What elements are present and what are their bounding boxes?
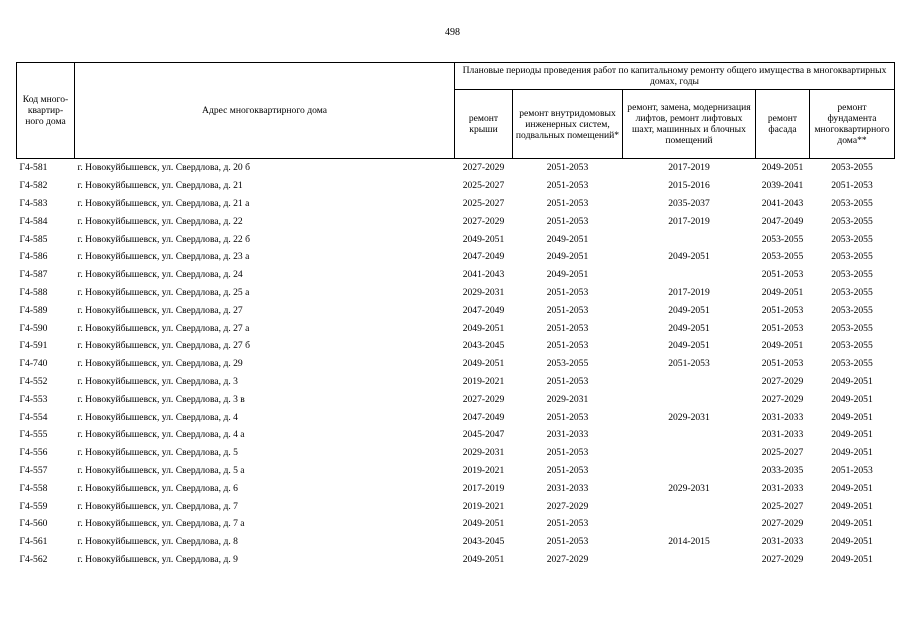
- cell-foundation: 2053-2055: [831, 358, 873, 370]
- cell-lifts: 2029-2031: [668, 482, 710, 494]
- cell-foundation: 2049-2051: [831, 518, 873, 530]
- table-row: [17, 284, 895, 302]
- cell-foundation: 2053-2055: [831, 304, 873, 316]
- header-periods-group: Плановые периоды проведения работ по капитальному ремонту общего имущества в многоквартирных домах, годы: [455, 63, 895, 90]
- capital-repair-table: [16, 62, 895, 568]
- header-foundation: ремонт фундамента многоквартирного дома**: [810, 90, 895, 159]
- cell-roof: 2041-2043: [462, 269, 505, 281]
- cell-systems: 2049-2051: [546, 233, 589, 245]
- cell-address: г. Новокуйбышевск, ул. Свердлова, д. 5: [77, 447, 238, 459]
- cell-lifts: 2017-2019: [668, 162, 710, 174]
- table-row: [17, 408, 895, 426]
- cell-lifts: 2029-2031: [668, 411, 710, 423]
- cell-foundation: 2049-2051: [831, 482, 873, 494]
- table-row: [17, 159, 895, 177]
- cell-address: г. Новокуйбышевск, ул. Свердлова, д. 21: [77, 180, 243, 192]
- cell-lifts: 2017-2019: [668, 215, 710, 227]
- cell-foundation: 2053-2055: [831, 286, 873, 298]
- cell-roof: 2027-2029: [462, 162, 505, 174]
- cell-facade: 2027-2029: [761, 553, 804, 565]
- header-systems: ремонт внутридомовых инженерных систем, подвальных помещений*: [513, 90, 623, 159]
- table-row: [17, 533, 895, 551]
- cell-facade: 2041-2043: [761, 197, 804, 209]
- cell-code: Г4-554: [19, 411, 48, 423]
- cell-lifts: 2049-2051: [668, 322, 710, 334]
- cell-systems: 2053-2055: [546, 358, 589, 370]
- cell-foundation: 2049-2051: [831, 536, 873, 548]
- cell-address: г. Новокуйбышевск, ул. Свердлова, д. 20 б: [77, 162, 250, 174]
- cell-systems: 2051-2053: [546, 518, 589, 530]
- cell-systems: 2051-2053: [546, 411, 589, 423]
- cell-systems: 2031-2033: [546, 429, 589, 441]
- table-row: [17, 390, 895, 408]
- cell-code: Г4-558: [19, 482, 48, 494]
- cell-systems: 2027-2029: [546, 553, 589, 565]
- cell-facade: 2053-2055: [761, 233, 804, 245]
- cell-foundation: 2049-2051: [831, 500, 873, 512]
- cell-foundation: 2051-2053: [831, 464, 873, 476]
- cell-systems: 2049-2051: [546, 269, 589, 281]
- cell-facade: 2025-2027: [761, 500, 804, 512]
- cell-facade: 2031-2033: [761, 536, 804, 548]
- table-row: [17, 319, 895, 337]
- cell-code: Г4-740: [19, 358, 48, 370]
- table-row: [17, 301, 895, 319]
- cell-address: г. Новокуйбышевск, ул. Свердлова, д. 22 б: [77, 233, 250, 245]
- cell-lifts: 2015-2016: [668, 180, 710, 192]
- cell-roof: 2029-2031: [462, 286, 505, 298]
- cell-lifts: [623, 515, 756, 533]
- cell-facade: 2027-2029: [761, 393, 804, 405]
- cell-foundation: 2049-2051: [831, 447, 873, 459]
- cell-address: г. Новокуйбышевск, ул. Свердлова, д. 7 а: [77, 518, 245, 530]
- table-row: [17, 212, 895, 230]
- cell-facade: 2051-2053: [761, 304, 804, 316]
- table-row: [17, 230, 895, 248]
- cell-systems: 2051-2053: [546, 322, 589, 334]
- cell-facade: 2049-2051: [761, 162, 804, 174]
- cell-facade: 2049-2051: [761, 286, 804, 298]
- cell-code: Г4-586: [19, 251, 48, 263]
- cell-address: г. Новокуйбышевск, ул. Свердлова, д. 5 а: [77, 464, 245, 476]
- cell-code: Г4-559: [19, 500, 48, 512]
- cell-code: Г4-557: [19, 464, 48, 476]
- cell-facade: 2025-2027: [761, 447, 804, 459]
- cell-roof: 2047-2049: [462, 411, 505, 423]
- cell-systems: 2051-2053: [546, 162, 589, 174]
- cell-systems: 2051-2053: [546, 197, 589, 209]
- cell-roof: 2047-2049: [462, 251, 505, 263]
- table-row: [17, 497, 895, 515]
- cell-facade: 2033-2035: [761, 464, 804, 476]
- header-facade: ремонт фасада: [756, 90, 810, 159]
- cell-systems: 2051-2053: [546, 375, 589, 387]
- cell-code: Г4-583: [19, 197, 48, 209]
- header-roof: ремонт крыши: [455, 90, 513, 159]
- cell-code: Г4-584: [19, 215, 48, 227]
- cell-roof: 2027-2029: [462, 215, 505, 227]
- cell-lifts: [623, 426, 756, 444]
- cell-foundation: 2053-2055: [831, 162, 873, 174]
- cell-systems: 2051-2053: [546, 304, 589, 316]
- table-row: [17, 337, 895, 355]
- table-row: [17, 444, 895, 462]
- cell-code: Г4-562: [19, 553, 48, 565]
- cell-foundation: 2049-2051: [831, 393, 873, 405]
- cell-lifts: 2049-2051: [668, 304, 710, 316]
- header-address: Адрес многоквартирного дома: [75, 63, 455, 159]
- cell-lifts: [623, 390, 756, 408]
- cell-lifts: [623, 462, 756, 480]
- table-row: [17, 373, 895, 391]
- cell-lifts: [623, 230, 756, 248]
- cell-roof: 2047-2049: [462, 304, 505, 316]
- cell-roof: 2043-2045: [462, 340, 505, 352]
- cell-lifts: [623, 373, 756, 391]
- cell-foundation: 2053-2055: [831, 233, 873, 245]
- cell-address: г. Новокуйбышевск, ул. Свердлова, д. 4: [77, 411, 238, 423]
- cell-code: Г4-553: [19, 393, 48, 405]
- cell-facade: 2031-2033: [761, 482, 804, 494]
- cell-address: г. Новокуйбышевск, ул. Свердлова, д. 9: [77, 553, 238, 565]
- cell-code: Г4-589: [19, 304, 48, 316]
- cell-address: г. Новокуйбышевск, ул. Свердлова, д. 7: [77, 500, 238, 512]
- cell-facade: 2051-2053: [761, 322, 804, 334]
- cell-lifts: 2014-2015: [668, 536, 710, 548]
- cell-code: Г4-581: [19, 162, 48, 174]
- cell-systems: 2051-2053: [546, 464, 589, 476]
- cell-facade: 2053-2055: [761, 251, 804, 263]
- cell-roof: 2019-2021: [462, 375, 505, 387]
- cell-foundation: 2053-2055: [831, 340, 873, 352]
- table-row: [17, 248, 895, 266]
- cell-roof: 2027-2029: [462, 393, 505, 405]
- cell-systems: 2051-2053: [546, 180, 589, 192]
- cell-systems: 2051-2053: [546, 215, 589, 227]
- cell-code: Г4-556: [19, 447, 48, 459]
- cell-facade: 2031-2033: [761, 411, 804, 423]
- cell-code: Г4-587: [19, 269, 48, 281]
- cell-foundation: 2049-2051: [831, 411, 873, 423]
- cell-address: г. Новокуйбышевск, ул. Свердлова, д. 8: [77, 536, 238, 548]
- table-row: [17, 195, 895, 213]
- cell-systems: 2051-2053: [546, 447, 589, 459]
- cell-lifts: [623, 266, 756, 284]
- cell-roof: 2019-2021: [462, 464, 505, 476]
- cell-address: г. Новокуйбышевск, ул. Свердлова, д. 27 а: [77, 322, 250, 334]
- cell-code: Г4-591: [19, 340, 48, 352]
- cell-address: г. Новокуйбышевск, ул. Свердлова, д. 29: [77, 358, 243, 370]
- header-code: Код много-квартир-ного дома: [17, 63, 75, 159]
- cell-foundation: 2053-2055: [831, 215, 873, 227]
- table-row: [17, 266, 895, 284]
- table-row: [17, 551, 895, 569]
- cell-code: Г4-552: [19, 375, 48, 387]
- cell-systems: 2051-2053: [546, 536, 589, 548]
- cell-facade: 2039-2041: [761, 180, 804, 192]
- cell-code: Г4-560: [19, 518, 48, 530]
- cell-address: г. Новокуйбышевск, ул. Свердлова, д. 3 в: [77, 393, 245, 405]
- cell-address: г. Новокуйбышевск, ул. Свердлова, д. 3: [77, 375, 238, 387]
- cell-address: г. Новокуйбышевск, ул. Свердлова, д. 21 а: [77, 197, 250, 209]
- cell-systems: 2049-2051: [546, 251, 589, 263]
- cell-lifts: [623, 551, 756, 569]
- cell-foundation: 2053-2055: [831, 269, 873, 281]
- header-lifts: ремонт, замена, модернизация лифтов, ремонт лифтовых шахт, машинных и блочных помещений: [623, 90, 756, 159]
- cell-systems: 2051-2053: [546, 340, 589, 352]
- cell-systems: 2031-2033: [546, 482, 589, 494]
- cell-code: Г4-561: [19, 536, 48, 548]
- table-body: [17, 159, 895, 569]
- table-row: [17, 177, 895, 195]
- cell-foundation: 2049-2051: [831, 429, 873, 441]
- cell-address: г. Новокуйбышевск, ул. Свердлова, д. 25 а: [77, 286, 250, 298]
- table-row: [17, 462, 895, 480]
- cell-foundation: 2051-2053: [831, 180, 873, 192]
- cell-lifts: 2049-2051: [668, 251, 710, 263]
- cell-lifts: 2017-2019: [668, 286, 710, 298]
- cell-roof: 2049-2051: [462, 322, 505, 334]
- cell-roof: 2017-2019: [462, 482, 505, 494]
- cell-address: г. Новокуйбышевск, ул. Свердлова, д. 6: [77, 482, 238, 494]
- cell-address: г. Новокуйбышевск, ул. Свердлова, д. 23 а: [77, 251, 250, 263]
- cell-roof: 2043-2045: [462, 536, 505, 548]
- cell-lifts: [623, 497, 756, 515]
- cell-roof: 2019-2021: [462, 500, 505, 512]
- cell-systems: 2027-2029: [546, 500, 589, 512]
- cell-facade: 2049-2051: [761, 340, 804, 352]
- table-row: [17, 355, 895, 373]
- cell-systems: 2051-2053: [546, 286, 589, 298]
- cell-roof: 2029-2031: [462, 447, 505, 459]
- cell-lifts: [623, 444, 756, 462]
- cell-address: г. Новокуйбышевск, ул. Свердлова, д. 27: [77, 304, 243, 316]
- cell-facade: 2051-2053: [761, 358, 804, 370]
- cell-roof: 2049-2051: [462, 233, 505, 245]
- cell-foundation: 2049-2051: [831, 375, 873, 387]
- cell-facade: 2027-2029: [761, 518, 804, 530]
- cell-roof: 2025-2027: [462, 180, 505, 192]
- cell-code: Г4-590: [19, 322, 48, 334]
- cell-roof: 2049-2051: [462, 518, 505, 530]
- cell-lifts: 2051-2053: [668, 358, 710, 370]
- cell-roof: 2025-2027: [462, 197, 505, 209]
- cell-foundation: 2053-2055: [831, 251, 873, 263]
- table-row: [17, 515, 895, 533]
- table-row: [17, 479, 895, 497]
- cell-foundation: 2053-2055: [831, 197, 873, 209]
- cell-roof: 2049-2051: [462, 358, 505, 370]
- table-row: [17, 426, 895, 444]
- cell-code: Г4-588: [19, 286, 48, 298]
- cell-roof: 2049-2051: [462, 553, 505, 565]
- cell-foundation: 2049-2051: [831, 553, 873, 565]
- cell-lifts: 2049-2051: [668, 340, 710, 352]
- cell-roof: 2045-2047: [462, 429, 505, 441]
- cell-address: г. Новокуйбышевск, ул. Свердлова, д. 22: [77, 215, 243, 227]
- cell-code: Г4-585: [19, 233, 48, 245]
- table-header: [17, 63, 895, 159]
- cell-address: г. Новокуйбышевск, ул. Свердлова, д. 4 а: [77, 429, 245, 441]
- cell-facade: 2031-2033: [761, 429, 804, 441]
- cell-address: г. Новокуйбышевск, ул. Свердлова, д. 24: [77, 269, 243, 281]
- cell-facade: 2051-2053: [761, 269, 804, 281]
- cell-code: Г4-555: [19, 429, 48, 441]
- cell-systems: 2029-2031: [546, 393, 589, 405]
- cell-lifts: 2035-2037: [668, 197, 710, 209]
- cell-facade: 2027-2029: [761, 375, 804, 387]
- cell-foundation: 2053-2055: [831, 322, 873, 334]
- cell-address: г. Новокуйбышевск, ул. Свердлова, д. 27 б: [77, 340, 250, 352]
- cell-code: Г4-582: [19, 180, 48, 192]
- cell-facade: 2047-2049: [761, 215, 804, 227]
- page-number: 498: [445, 27, 460, 38]
